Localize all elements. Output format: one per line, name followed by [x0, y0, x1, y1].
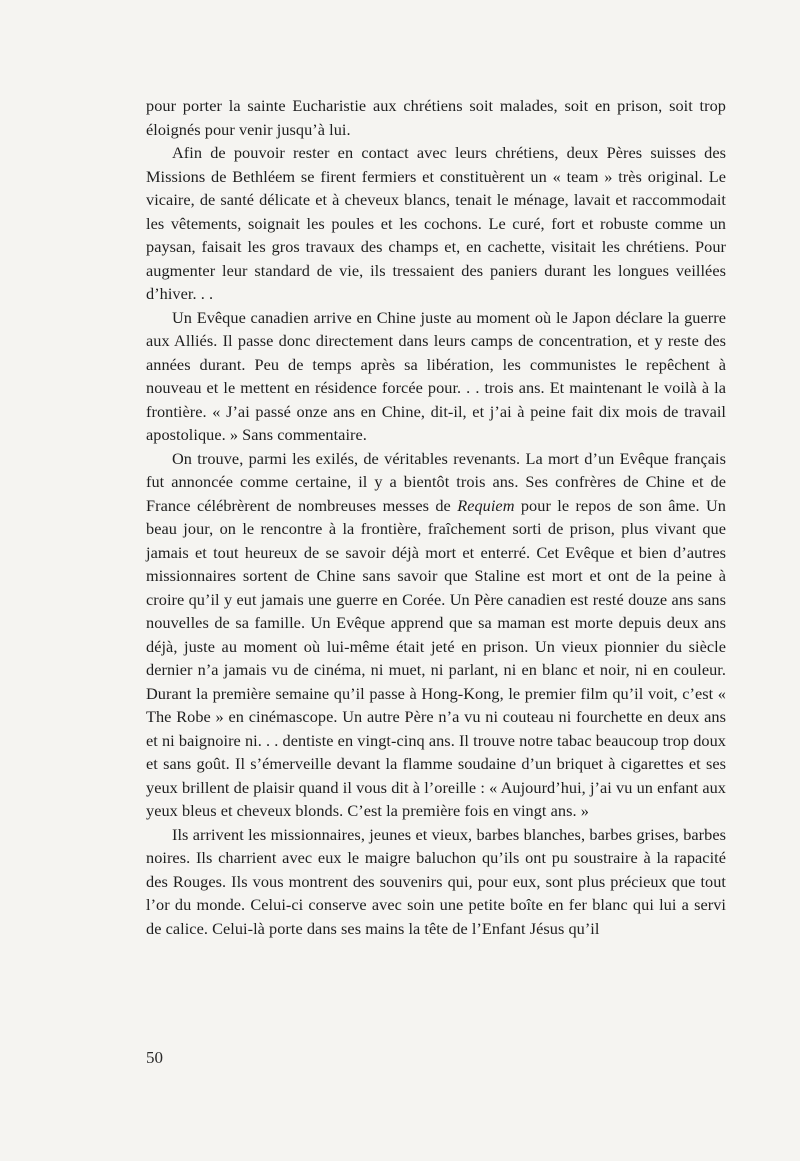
text-run: pour le repos de son âme. Un beau jour, on le rencontre à la frontière, fraîchement sorti de prison, plus vivant que jamais et tout heureux de se savoir déjà mort et enterré. Cet Evêque et bien d’autres missionnaires sortent de Chine sans savoir que Staline est mort et ont de la peine à croire qu’il y eut jamais une guerre en Corée. Un Père canadien est resté douze ans sans nouvelles de sa famille. Un Evêque apprend que sa maman est morte depuis deux ans déjà, juste au moment où lui-même était jeté en prison. Un vieux pionnier du siècle dernier n’a jamais vu de cinéma, ni muet, ni parlant, ni en blanc et noir, ni en couleur. Durant la première semaine qu’il passe à Hong-Kong, le premier film qu’il voit, c’est « The Robe » en cinémascope. Un autre Père n’a vu ni couteau ni fourchette en deux ans et ni baignoire ni. . . dentiste en vingt-cinq ans. Il trouve notre tabac beaucoup trop doux et sans goût. Il s’émerveille devant la flamme soudaine d’un briquet à cigarettes et ses yeux brillent de plaisir quand il vous dit à l’oreille : « Aujourd’hui, j’ai vu un enfant aux yeux bleus et cheveux blonds. C’est la première fois en vingt ans. »	[146, 495, 727, 820]
paragraph-5	[146, 823, 726, 941]
text-run: Ils arrivent les missionnaires, jeunes et vieux, barbes blanches, barbes grises, barbes noires. Ils charrient avec eux le maigre baluchon qu’ils ont pu soustraire à la rapacité des Rouges. Ils vous montrent des souvenirs qui, pour eux, sont plus précieux que tout l’or du monde. Celui-ci conserve avec soin une petite boîte en fer blanc qui lui a servi de calice. Celui-là porte dans ses mains la tête de l’Enfant Jésus qu’il	[146, 824, 726, 938]
paragraph-1	[146, 94, 726, 141]
paragraph-3	[146, 306, 726, 447]
text-column	[146, 94, 726, 940]
paragraph-4	[146, 447, 726, 823]
italic-term: Requiem	[457, 495, 515, 515]
paragraph-2	[146, 141, 726, 306]
text-run: Afin de pouvoir rester en contact avec leurs chrétiens, deux Pères suisses des Missions de Bethléem se firent fermiers et constituèrent un « team » très original. Le vicaire, de santé délicate et à cheveux blancs, tenait le ménage, lavait et raccommodait les vêtements, soignait les poules et les cochons. Le curé, fort et robuste comme un paysan, faisait les gros travaux des champs et, en cachette, visitait les chrétiens. Pour augmenter leur standard de vie, ils tressaient des paniers durant les longues veillées d’hiver. . .	[146, 143, 726, 303]
text-run: Un Evêque canadien arrive en Chine juste au moment où le Japon déclare la guerre aux Alliés. Il passe donc directement dans leurs camps de concentration, et y reste des années durant. Peu de temps après sa libération, les communistes le repêchent à nouveau et le mettent en résidence forcée pour. . . trois ans. Et maintenant le voilà à la frontière. « J’ai passé onze ans en Chine, dit-il, et j’ai à peine fait dix mois de travail apostolique. » Sans commentaire.	[146, 307, 726, 444]
text-run: On trouve, parmi les exilés, de véritables revenants. La mort d’un Evêque français fut annoncée comme certaine, il y a bientôt trois ans. Ses confrères de Chine et de France célébrèrent de nombreuses messes de	[146, 448, 726, 515]
page-number: 50	[146, 1048, 163, 1067]
text-run: pour porter la sainte Eucharistie aux chrétiens soit malades, soit en prison, soit trop éloignés pour venir jusqu’à lui.	[146, 96, 726, 139]
